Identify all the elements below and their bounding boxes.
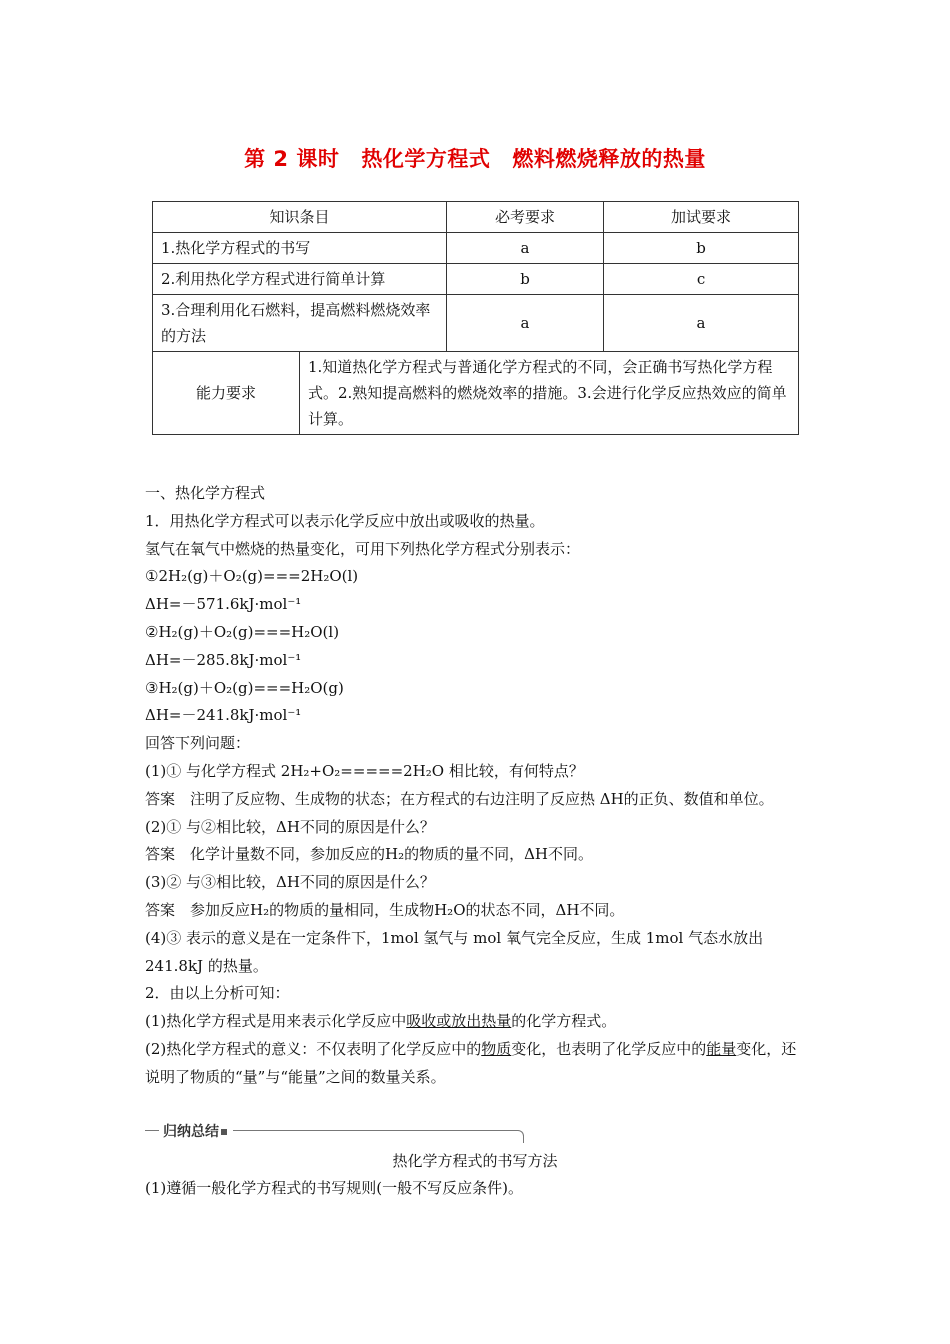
paragraph: 1．用热化学方程式可以表示化学反应中放出或吸收的热量。 (145, 511, 545, 530)
table-row (153, 295, 799, 352)
header-required: 必考要求 (447, 202, 604, 233)
summary-box-header (145, 1121, 525, 1143)
table-header-row (153, 202, 799, 233)
header-extra: 加试要求 (604, 202, 799, 233)
requirements-table (152, 201, 799, 435)
row-extra: c (604, 264, 799, 295)
answer-1: 答案 注明了反应物、生成物的状态；在方程式的右边注明了反应热 ΔH的正负、数值和单位。 (145, 789, 774, 808)
equation-2: ②H₂(g)＋O₂(g)===H₂O(l) (145, 622, 340, 641)
question-1: (1)① 与化学方程式 2H₂+O₂=====2H₂O 相比较，有何特点？ (145, 761, 584, 780)
summary-title: 热化学方程式的书写方法 (392, 1152, 558, 1170)
underlined-term: 吸收或放出热量 (406, 1012, 512, 1031)
summary-point-2 (145, 1036, 810, 1092)
row-item: 1.热化学方程式的书写 (153, 233, 447, 264)
summary-point-1 (145, 1008, 810, 1036)
summary-label-text: 归纳总结 (163, 1124, 219, 1140)
main-content (145, 480, 810, 1092)
ability-row (153, 352, 799, 435)
page-title (0, 143, 950, 173)
square-icon (221, 1129, 227, 1135)
question-3: (3)② 与③相比较，ΔH不同的原因是什么？ (145, 873, 435, 892)
ability-text: 1.知道热化学方程式与普通化学方程式的不同，会正确书写热化学方程式。2.熟知提高燃料的燃烧效率的措施。3.会进行化学反应热效应的简单计算。 (300, 352, 799, 435)
text-segment: (2)热化学方程式的意义：不仅表明了化学反应中的 (145, 1039, 482, 1058)
question-intro: 回答下列问题： (145, 734, 251, 753)
table-row (153, 233, 799, 264)
text-segment: 变化，也表明了化学反应中的 (511, 1039, 707, 1058)
question-4: (4)③ 表示的意义是在一定条件下，1mol 氢气与 mol 氧气完全反应，生成 1mol 气态水放出241.8kJ 的热量。 (145, 928, 764, 975)
ability-label: 能力要求 (153, 352, 300, 435)
text-segment: 变化，还说明了物质的“量”与“能量”之间的数量关系。 (145, 1039, 797, 1086)
row-req: a (447, 233, 604, 264)
text-segment: 的化学方程式。 (511, 1012, 617, 1031)
table-row (153, 264, 799, 295)
row-item: 2.利用热化学方程式进行简单计算 (153, 264, 447, 295)
row-item: 3.合理利用化石燃料，提高燃料燃烧效率的方法 (153, 295, 447, 352)
delta-h-3: ΔH=－241.8kJ·mol⁻¹ (145, 706, 302, 725)
paragraph: 氢气在氧气中燃烧的热量变化，可用下列热化学方程式分别表示： (145, 539, 581, 558)
row-extra: b (604, 233, 799, 264)
title-topic: 热化学方程式 (361, 147, 491, 171)
summary-label (159, 1121, 233, 1141)
underlined-term: 能量 (706, 1039, 737, 1058)
row-req: b (447, 264, 604, 295)
section-heading: 一、热化学方程式 (145, 484, 266, 502)
equation-1: ①2H₂(g)＋O₂(g)===2H₂O(l) (145, 567, 359, 586)
delta-h-2: ΔH=－285.8kJ·mol⁻¹ (145, 650, 302, 669)
answer-3: 答案 参加反应H₂的物质的量相同，生成物H₂O的状态不同，ΔH不同。 (145, 900, 625, 919)
underlined-term: 物质 (481, 1039, 512, 1058)
row-extra: a (604, 295, 799, 352)
equation-3: ③H₂(g)＋O₂(g)===H₂O(g) (145, 678, 344, 697)
row-req: a (447, 295, 604, 352)
answer-2: 答案 化学计量数不同，参加反应的H₂的物质的量不同，ΔH不同。 (145, 845, 594, 864)
header-knowledge: 知识条目 (153, 202, 447, 233)
delta-h-1: ΔH=－571.6kJ·mol⁻¹ (145, 595, 302, 614)
question-2: (2)① 与②相比较，ΔH不同的原因是什么？ (145, 817, 435, 836)
paragraph: 2．由以上分析可知： (145, 984, 290, 1003)
summary-item: (1)遵循一般化学方程式的书写规则(一般不写反应条件)。 (145, 1179, 523, 1197)
text-segment: (1)热化学方程式是用来表示化学反应中 (145, 1012, 407, 1031)
title-subtopic: 燃料燃烧释放的热量 (512, 147, 706, 171)
title-lesson: 第 2 课时 (244, 147, 340, 171)
